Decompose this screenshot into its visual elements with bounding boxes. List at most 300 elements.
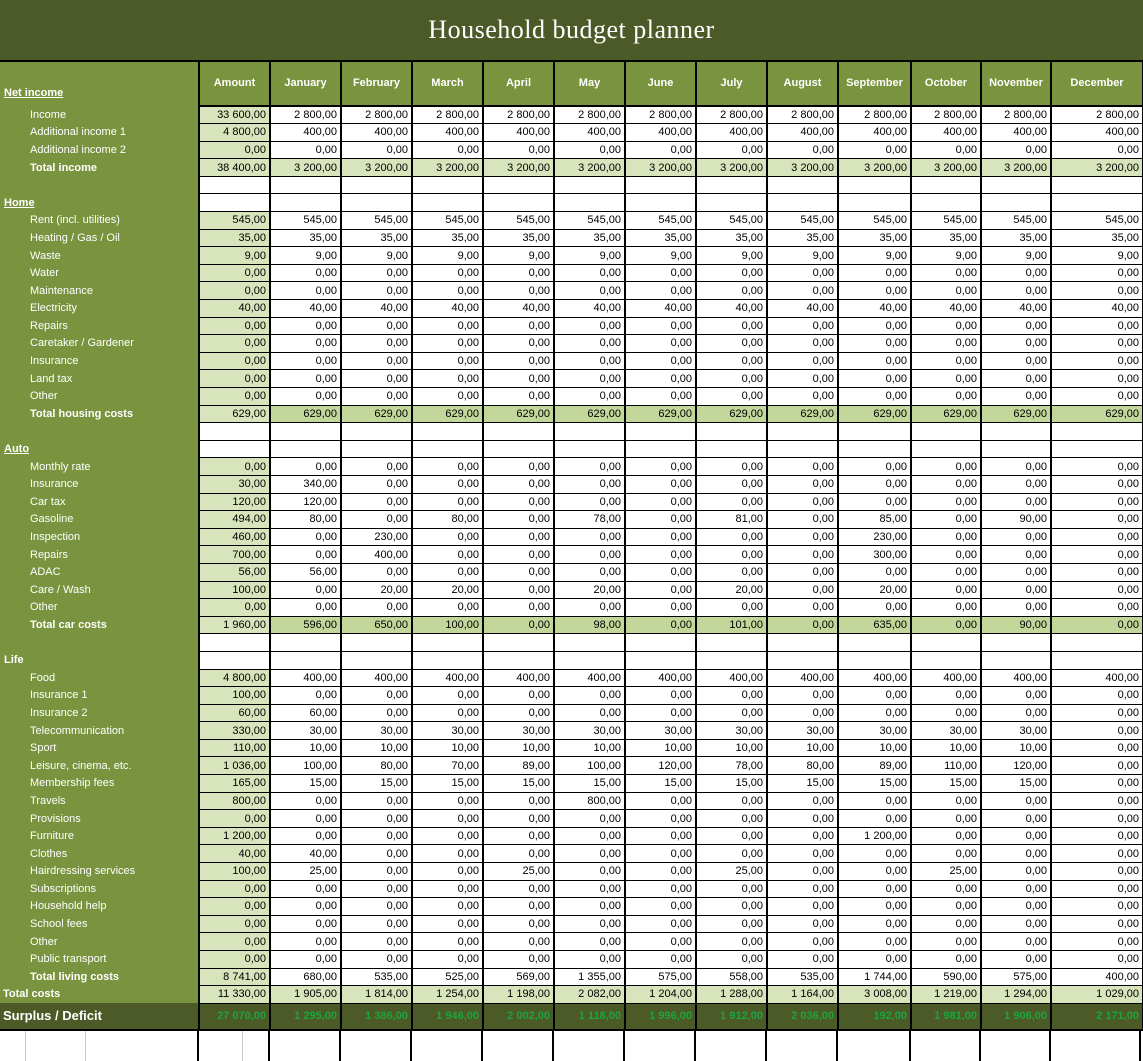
- cell-total-costs-june[interactable]: 1 204,00: [625, 986, 696, 1004]
- column-header-august[interactable]: August: [767, 62, 838, 106]
- column-header-march[interactable]: March: [412, 62, 483, 106]
- cell-water-december[interactable]: 0,00: [1051, 264, 1143, 282]
- cell-insurance-1-may[interactable]: 0,00: [554, 687, 625, 705]
- cell-caretaker-gardener-december[interactable]: 0,00: [1051, 335, 1143, 353]
- cell-repairs-april[interactable]: 0,00: [483, 317, 554, 335]
- cell-rent-incl-utilities-december[interactable]: 545,00: [1051, 212, 1143, 230]
- cell-insurance-february[interactable]: 0,00: [341, 352, 412, 370]
- cell-provisions-july[interactable]: 0,00: [696, 810, 767, 828]
- cell-furniture-july[interactable]: 0,00: [696, 827, 767, 845]
- cell-car-tax-june[interactable]: 0,00: [625, 493, 696, 511]
- cell-other-november[interactable]: 0,00: [981, 388, 1051, 406]
- cell-public-transport-may[interactable]: 0,00: [554, 951, 625, 969]
- cell-membership-fees-april[interactable]: 15,00: [483, 775, 554, 793]
- cell-car-tax-april[interactable]: 0,00: [483, 493, 554, 511]
- cell-electricity-december[interactable]: 40,00: [1051, 300, 1143, 318]
- cell-sport-amount[interactable]: 110,00: [199, 739, 270, 757]
- cell-life-july[interactable]: [696, 651, 767, 669]
- cell-home-february[interactable]: [341, 194, 412, 212]
- cell-leisure-cinema-etc-may[interactable]: 100,00: [554, 757, 625, 775]
- cell-blank-june[interactable]: [625, 634, 696, 652]
- cell-water-may[interactable]: 0,00: [554, 264, 625, 282]
- cell-surplus-deficit-amount[interactable]: 27 070,00: [199, 1003, 270, 1030]
- cell-repairs-july[interactable]: 0,00: [696, 317, 767, 335]
- cell-total-living-costs-april[interactable]: 569,00: [483, 968, 554, 986]
- cell-travels-june[interactable]: 0,00: [625, 792, 696, 810]
- cell-public-transport-june[interactable]: 0,00: [625, 951, 696, 969]
- cell-additional-income-1-august[interactable]: 400,00: [767, 124, 838, 142]
- cell-food-october[interactable]: 400,00: [911, 669, 981, 687]
- cell-adac-december[interactable]: 0,00: [1051, 563, 1143, 581]
- cell-telecommunication-april[interactable]: 30,00: [483, 722, 554, 740]
- cell-provisions-march[interactable]: 0,00: [412, 810, 483, 828]
- cell-repairs-december[interactable]: 0,00: [1051, 317, 1143, 335]
- cell-gasoline-july[interactable]: 81,00: [696, 511, 767, 529]
- cell-repairs-march[interactable]: 0,00: [412, 546, 483, 564]
- cell-food-november[interactable]: 400,00: [981, 669, 1051, 687]
- cell-additional-income-1-december[interactable]: 400,00: [1051, 124, 1143, 142]
- cell-provisions-february[interactable]: 0,00: [341, 810, 412, 828]
- cell-household-help-june[interactable]: 0,00: [625, 898, 696, 916]
- cell-clothes-amount[interactable]: 40,00: [199, 845, 270, 863]
- cell-repairs-july[interactable]: 0,00: [696, 546, 767, 564]
- cell-water-january[interactable]: 0,00: [270, 264, 341, 282]
- cell-hairdressing-services-march[interactable]: 0,00: [412, 863, 483, 881]
- cell-heating-gas-oil-amount[interactable]: 35,00: [199, 229, 270, 247]
- cell-land-tax-april[interactable]: 0,00: [483, 370, 554, 388]
- column-header-september[interactable]: September: [838, 62, 911, 106]
- row-label-insurance[interactable]: [0, 352, 199, 370]
- cell-land-tax-june[interactable]: 0,00: [625, 370, 696, 388]
- cell-care-wash-june[interactable]: 0,00: [625, 581, 696, 599]
- cell-income-june[interactable]: 2 800,00: [625, 106, 696, 124]
- cell-adac-september[interactable]: 0,00: [838, 563, 911, 581]
- cell-monthly-rate-august[interactable]: 0,00: [767, 458, 838, 476]
- corner-section-label-net-income[interactable]: [0, 62, 199, 106]
- cell-provisions-june[interactable]: 0,00: [625, 810, 696, 828]
- cell-hairdressing-services-june[interactable]: 0,00: [625, 863, 696, 881]
- cell-other-july[interactable]: 0,00: [696, 933, 767, 951]
- cell-total-car-costs-may[interactable]: 98,00: [554, 616, 625, 634]
- cell-rent-incl-utilities-march[interactable]: 545,00: [412, 212, 483, 230]
- cell-land-tax-amount[interactable]: 0,00: [199, 370, 270, 388]
- cell-maintenance-march[interactable]: 0,00: [412, 282, 483, 300]
- cell-membership-fees-september[interactable]: 15,00: [838, 775, 911, 793]
- cell-home-january[interactable]: [270, 194, 341, 212]
- cell-waste-july[interactable]: 9,00: [696, 247, 767, 265]
- cell-gasoline-january[interactable]: 80,00: [270, 511, 341, 529]
- cell-insurance-october[interactable]: 0,00: [911, 352, 981, 370]
- cell-other-june[interactable]: 0,00: [625, 599, 696, 617]
- cell-car-tax-may[interactable]: 0,00: [554, 493, 625, 511]
- cell-telecommunication-january[interactable]: 30,00: [270, 722, 341, 740]
- cell-insurance-1-august[interactable]: 0,00: [767, 687, 838, 705]
- cell-school-fees-september[interactable]: 0,00: [838, 915, 911, 933]
- cell-blank-september[interactable]: [838, 423, 911, 441]
- cell-school-fees-july[interactable]: 0,00: [696, 915, 767, 933]
- cell-rent-incl-utilities-september[interactable]: 545,00: [838, 212, 911, 230]
- cell-other-december[interactable]: 0,00: [1051, 599, 1143, 617]
- cell-public-transport-july[interactable]: 0,00: [696, 951, 767, 969]
- cell-waste-may[interactable]: 9,00: [554, 247, 625, 265]
- cell-total-costs-july[interactable]: 1 288,00: [696, 986, 767, 1004]
- cell-other-december[interactable]: 0,00: [1051, 933, 1143, 951]
- cell-auto-amount[interactable]: [199, 440, 270, 458]
- cell-clothes-may[interactable]: 0,00: [554, 845, 625, 863]
- cell-income-november[interactable]: 2 800,00: [981, 106, 1051, 124]
- cell-travels-amount[interactable]: 800,00: [199, 792, 270, 810]
- column-header-november[interactable]: November: [981, 62, 1051, 106]
- cell-hairdressing-services-november[interactable]: 0,00: [981, 863, 1051, 881]
- cell-membership-fees-march[interactable]: 15,00: [412, 775, 483, 793]
- cell-furniture-december[interactable]: 0,00: [1051, 827, 1143, 845]
- cell-total-income-december[interactable]: 3 200,00: [1051, 159, 1143, 177]
- cell-total-living-costs-february[interactable]: 535,00: [341, 968, 412, 986]
- cell-subscriptions-july[interactable]: 0,00: [696, 880, 767, 898]
- cell-surplus-deficit-april[interactable]: 2 002,00: [483, 1003, 554, 1030]
- cell-food-april[interactable]: 400,00: [483, 669, 554, 687]
- cell-maintenance-september[interactable]: 0,00: [838, 282, 911, 300]
- cell-inspection-august[interactable]: 0,00: [767, 528, 838, 546]
- cell-adac-february[interactable]: 0,00: [341, 563, 412, 581]
- cell-subscriptions-january[interactable]: 0,00: [270, 880, 341, 898]
- cell-additional-income-1-january[interactable]: 400,00: [270, 124, 341, 142]
- cell-maintenance-november[interactable]: 0,00: [981, 282, 1051, 300]
- cell-repairs-august[interactable]: 0,00: [767, 546, 838, 564]
- cell-income-december[interactable]: 2 800,00: [1051, 106, 1143, 124]
- cell-income-january[interactable]: 2 800,00: [270, 106, 341, 124]
- cell-additional-income-2-may[interactable]: 0,00: [554, 141, 625, 159]
- cell-insurance-2-january[interactable]: 60,00: [270, 704, 341, 722]
- cell-home-june[interactable]: [625, 194, 696, 212]
- cell-life-december[interactable]: [1051, 651, 1143, 669]
- cell-membership-fees-october[interactable]: 15,00: [911, 775, 981, 793]
- row-label-public-transport[interactable]: [0, 951, 199, 969]
- cell-travels-july[interactable]: 0,00: [696, 792, 767, 810]
- cell-furniture-march[interactable]: 0,00: [412, 827, 483, 845]
- cell-insurance-november[interactable]: 0,00: [981, 475, 1051, 493]
- cell-telecommunication-november[interactable]: 30,00: [981, 722, 1051, 740]
- cell-home-december[interactable]: [1051, 194, 1143, 212]
- cell-leisure-cinema-etc-august[interactable]: 80,00: [767, 757, 838, 775]
- column-header-january[interactable]: January: [270, 62, 341, 106]
- cell-insurance-january[interactable]: 340,00: [270, 475, 341, 493]
- cell-total-housing-costs-october[interactable]: 629,00: [911, 405, 981, 423]
- cell-sport-february[interactable]: 10,00: [341, 739, 412, 757]
- cell-furniture-november[interactable]: 0,00: [981, 827, 1051, 845]
- cell-insurance-2-june[interactable]: 0,00: [625, 704, 696, 722]
- cell-additional-income-1-november[interactable]: 400,00: [981, 124, 1051, 142]
- cell-subscriptions-november[interactable]: 0,00: [981, 880, 1051, 898]
- cell-surplus-deficit-june[interactable]: 1 996,00: [625, 1003, 696, 1030]
- cell-public-transport-january[interactable]: 0,00: [270, 951, 341, 969]
- cell-home-may[interactable]: [554, 194, 625, 212]
- cell-food-january[interactable]: 400,00: [270, 669, 341, 687]
- cell-repairs-september[interactable]: 300,00: [838, 546, 911, 564]
- cell-insurance-1-november[interactable]: 0,00: [981, 687, 1051, 705]
- cell-other-june[interactable]: 0,00: [625, 388, 696, 406]
- cell-furniture-june[interactable]: 0,00: [625, 827, 696, 845]
- cell-school-fees-april[interactable]: 0,00: [483, 915, 554, 933]
- cell-insurance-1-january[interactable]: 0,00: [270, 687, 341, 705]
- cell-monthly-rate-february[interactable]: 0,00: [341, 458, 412, 476]
- row-label-surplus-deficit[interactable]: Surplus / Deficit: [0, 1003, 199, 1030]
- cell-total-costs-october[interactable]: 1 219,00: [911, 986, 981, 1004]
- cell-insurance-1-amount[interactable]: 100,00: [199, 687, 270, 705]
- row-label-auto[interactable]: [0, 440, 199, 458]
- cell-income-september[interactable]: 2 800,00: [838, 106, 911, 124]
- cell-life-september[interactable]: [838, 651, 911, 669]
- cell-furniture-august[interactable]: 0,00: [767, 827, 838, 845]
- cell-household-help-amount[interactable]: 0,00: [199, 898, 270, 916]
- cell-other-march[interactable]: 0,00: [412, 388, 483, 406]
- column-header-july[interactable]: July: [696, 62, 767, 106]
- cell-water-june[interactable]: 0,00: [625, 264, 696, 282]
- cell-water-september[interactable]: 0,00: [838, 264, 911, 282]
- cell-blank-june[interactable]: [625, 423, 696, 441]
- cell-care-wash-november[interactable]: 0,00: [981, 581, 1051, 599]
- cell-additional-income-2-november[interactable]: 0,00: [981, 141, 1051, 159]
- cell-travels-october[interactable]: 0,00: [911, 792, 981, 810]
- cell-food-may[interactable]: 400,00: [554, 669, 625, 687]
- column-header-february[interactable]: February: [341, 62, 412, 106]
- cell-heating-gas-oil-may[interactable]: 35,00: [554, 229, 625, 247]
- cell-inspection-april[interactable]: 0,00: [483, 528, 554, 546]
- cell-additional-income-2-september[interactable]: 0,00: [838, 141, 911, 159]
- cell-other-april[interactable]: 0,00: [483, 933, 554, 951]
- cell-blank-july[interactable]: [696, 423, 767, 441]
- cell-subscriptions-february[interactable]: 0,00: [341, 880, 412, 898]
- cell-telecommunication-september[interactable]: 30,00: [838, 722, 911, 740]
- cell-gasoline-october[interactable]: 0,00: [911, 511, 981, 529]
- cell-life-june[interactable]: [625, 651, 696, 669]
- cell-insurance-amount[interactable]: 30,00: [199, 475, 270, 493]
- cell-water-march[interactable]: 0,00: [412, 264, 483, 282]
- cell-total-living-costs-december[interactable]: 400,00: [1051, 968, 1143, 986]
- cell-provisions-november[interactable]: 0,00: [981, 810, 1051, 828]
- cell-additional-income-2-january[interactable]: 0,00: [270, 141, 341, 159]
- cell-insurance-december[interactable]: 0,00: [1051, 352, 1143, 370]
- cell-car-tax-march[interactable]: 0,00: [412, 493, 483, 511]
- cell-blank-february[interactable]: [341, 634, 412, 652]
- cell-travels-february[interactable]: 0,00: [341, 792, 412, 810]
- cell-food-december[interactable]: 400,00: [1051, 669, 1143, 687]
- row-label-subscriptions[interactable]: [0, 880, 199, 898]
- row-label-blank[interactable]: [0, 176, 199, 194]
- cell-blank-april[interactable]: [483, 634, 554, 652]
- cell-water-february[interactable]: 0,00: [341, 264, 412, 282]
- cell-insurance-1-april[interactable]: 0,00: [483, 687, 554, 705]
- cell-hairdressing-services-may[interactable]: 0,00: [554, 863, 625, 881]
- cell-total-living-costs-july[interactable]: 558,00: [696, 968, 767, 986]
- cell-subscriptions-december[interactable]: 0,00: [1051, 880, 1143, 898]
- cell-insurance-june[interactable]: 0,00: [625, 475, 696, 493]
- cell-caretaker-gardener-july[interactable]: 0,00: [696, 335, 767, 353]
- row-label-other[interactable]: [0, 388, 199, 406]
- cell-food-july[interactable]: 400,00: [696, 669, 767, 687]
- cell-leisure-cinema-etc-december[interactable]: 0,00: [1051, 757, 1143, 775]
- cell-inspection-november[interactable]: 0,00: [981, 528, 1051, 546]
- cell-provisions-may[interactable]: 0,00: [554, 810, 625, 828]
- cell-travels-march[interactable]: 0,00: [412, 792, 483, 810]
- cell-school-fees-november[interactable]: 0,00: [981, 915, 1051, 933]
- cell-adac-amount[interactable]: 56,00: [199, 563, 270, 581]
- cell-travels-december[interactable]: 0,00: [1051, 792, 1143, 810]
- cell-life-february[interactable]: [341, 651, 412, 669]
- cell-rent-incl-utilities-may[interactable]: 545,00: [554, 212, 625, 230]
- row-label-travels[interactable]: [0, 792, 199, 810]
- cell-insurance-1-october[interactable]: 0,00: [911, 687, 981, 705]
- cell-monthly-rate-march[interactable]: 0,00: [412, 458, 483, 476]
- cell-electricity-september[interactable]: 40,00: [838, 300, 911, 318]
- cell-insurance-september[interactable]: 0,00: [838, 475, 911, 493]
- cell-clothes-november[interactable]: 0,00: [981, 845, 1051, 863]
- cell-other-amount[interactable]: 0,00: [199, 933, 270, 951]
- cell-total-car-costs-february[interactable]: 650,00: [341, 616, 412, 634]
- row-label-income[interactable]: [0, 106, 199, 124]
- cell-household-help-november[interactable]: 0,00: [981, 898, 1051, 916]
- cell-adac-october[interactable]: 0,00: [911, 563, 981, 581]
- cell-leisure-cinema-etc-february[interactable]: 80,00: [341, 757, 412, 775]
- row-label-water[interactable]: [0, 264, 199, 282]
- cell-total-housing-costs-december[interactable]: 629,00: [1051, 405, 1143, 423]
- cell-subscriptions-amount[interactable]: 0,00: [199, 880, 270, 898]
- column-header-may[interactable]: May: [554, 62, 625, 106]
- cell-monthly-rate-amount[interactable]: 0,00: [199, 458, 270, 476]
- cell-public-transport-march[interactable]: 0,00: [412, 951, 483, 969]
- cell-gasoline-amount[interactable]: 494,00: [199, 511, 270, 529]
- cell-total-living-costs-january[interactable]: 680,00: [270, 968, 341, 986]
- cell-water-amount[interactable]: 0,00: [199, 264, 270, 282]
- cell-inspection-june[interactable]: 0,00: [625, 528, 696, 546]
- cell-blank-may[interactable]: [554, 634, 625, 652]
- cell-blank-april[interactable]: [483, 423, 554, 441]
- cell-furniture-january[interactable]: 0,00: [270, 827, 341, 845]
- cell-car-tax-december[interactable]: 0,00: [1051, 493, 1143, 511]
- cell-additional-income-1-july[interactable]: 400,00: [696, 124, 767, 142]
- cell-land-tax-december[interactable]: 0,00: [1051, 370, 1143, 388]
- cell-membership-fees-november[interactable]: 15,00: [981, 775, 1051, 793]
- cell-maintenance-october[interactable]: 0,00: [911, 282, 981, 300]
- row-label-gasoline[interactable]: [0, 511, 199, 529]
- cell-heating-gas-oil-november[interactable]: 35,00: [981, 229, 1051, 247]
- row-label-repairs[interactable]: [0, 317, 199, 335]
- row-label-membership-fees[interactable]: [0, 775, 199, 793]
- cell-additional-income-1-march[interactable]: 400,00: [412, 124, 483, 142]
- cell-clothes-august[interactable]: 0,00: [767, 845, 838, 863]
- cell-insurance-1-march[interactable]: 0,00: [412, 687, 483, 705]
- cell-electricity-october[interactable]: 40,00: [911, 300, 981, 318]
- cell-monthly-rate-july[interactable]: 0,00: [696, 458, 767, 476]
- cell-repairs-august[interactable]: 0,00: [767, 317, 838, 335]
- cell-inspection-july[interactable]: 0,00: [696, 528, 767, 546]
- cell-surplus-deficit-february[interactable]: 1 386,00: [341, 1003, 412, 1030]
- cell-maintenance-july[interactable]: 0,00: [696, 282, 767, 300]
- cell-public-transport-amount[interactable]: 0,00: [199, 951, 270, 969]
- cell-auto-december[interactable]: [1051, 440, 1143, 458]
- cell-total-costs-february[interactable]: 1 814,00: [341, 986, 412, 1004]
- cell-caretaker-gardener-october[interactable]: 0,00: [911, 335, 981, 353]
- cell-total-living-costs-june[interactable]: 575,00: [625, 968, 696, 986]
- cell-blank-august[interactable]: [767, 176, 838, 194]
- cell-home-amount[interactable]: [199, 194, 270, 212]
- cell-other-january[interactable]: 0,00: [270, 388, 341, 406]
- cell-sport-may[interactable]: 10,00: [554, 739, 625, 757]
- cell-electricity-august[interactable]: 40,00: [767, 300, 838, 318]
- cell-clothes-june[interactable]: 0,00: [625, 845, 696, 863]
- cell-gasoline-february[interactable]: 0,00: [341, 511, 412, 529]
- cell-surplus-deficit-december[interactable]: 2 171,00: [1051, 1003, 1143, 1030]
- row-label-maintenance[interactable]: [0, 282, 199, 300]
- cell-heating-gas-oil-january[interactable]: 35,00: [270, 229, 341, 247]
- cell-life-october[interactable]: [911, 651, 981, 669]
- cell-surplus-deficit-march[interactable]: 1 946,00: [412, 1003, 483, 1030]
- cell-additional-income-2-june[interactable]: 0,00: [625, 141, 696, 159]
- cell-maintenance-april[interactable]: 0,00: [483, 282, 554, 300]
- cell-insurance-1-december[interactable]: 0,00: [1051, 687, 1143, 705]
- cell-other-july[interactable]: 0,00: [696, 388, 767, 406]
- cell-additional-income-1-april[interactable]: 400,00: [483, 124, 554, 142]
- cell-maintenance-february[interactable]: 0,00: [341, 282, 412, 300]
- cell-insurance-august[interactable]: 0,00: [767, 352, 838, 370]
- cell-insurance-1-february[interactable]: 0,00: [341, 687, 412, 705]
- cell-total-income-july[interactable]: 3 200,00: [696, 159, 767, 177]
- row-label-total-income[interactable]: [0, 159, 199, 177]
- cell-school-fees-august[interactable]: 0,00: [767, 915, 838, 933]
- cell-gasoline-march[interactable]: 80,00: [412, 511, 483, 529]
- cell-car-tax-september[interactable]: 0,00: [838, 493, 911, 511]
- cell-other-amount[interactable]: 0,00: [199, 388, 270, 406]
- cell-leisure-cinema-etc-july[interactable]: 78,00: [696, 757, 767, 775]
- cell-other-may[interactable]: 0,00: [554, 388, 625, 406]
- cell-food-august[interactable]: 400,00: [767, 669, 838, 687]
- cell-household-help-september[interactable]: 0,00: [838, 898, 911, 916]
- cell-blank-january[interactable]: [270, 423, 341, 441]
- cell-life-january[interactable]: [270, 651, 341, 669]
- cell-clothes-september[interactable]: 0,00: [838, 845, 911, 863]
- cell-insurance-2-december[interactable]: 0,00: [1051, 704, 1143, 722]
- cell-repairs-october[interactable]: 0,00: [911, 317, 981, 335]
- cell-other-august[interactable]: 0,00: [767, 599, 838, 617]
- cell-blank-march[interactable]: [412, 176, 483, 194]
- cell-total-car-costs-december[interactable]: 0,00: [1051, 616, 1143, 634]
- cell-sport-september[interactable]: 10,00: [838, 739, 911, 757]
- cell-blank-september[interactable]: [838, 634, 911, 652]
- row-label-other[interactable]: [0, 933, 199, 951]
- cell-waste-february[interactable]: 9,00: [341, 247, 412, 265]
- cell-insurance-june[interactable]: 0,00: [625, 352, 696, 370]
- column-header-april[interactable]: April: [483, 62, 554, 106]
- cell-blank-amount[interactable]: [199, 423, 270, 441]
- cell-blank-august[interactable]: [767, 634, 838, 652]
- cell-total-car-costs-january[interactable]: 596,00: [270, 616, 341, 634]
- row-label-repairs[interactable]: [0, 546, 199, 564]
- cell-sport-august[interactable]: 10,00: [767, 739, 838, 757]
- cell-leisure-cinema-etc-january[interactable]: 100,00: [270, 757, 341, 775]
- cell-repairs-may[interactable]: 0,00: [554, 317, 625, 335]
- cell-caretaker-gardener-february[interactable]: 0,00: [341, 335, 412, 353]
- row-label-total-costs[interactable]: [0, 986, 199, 1004]
- cell-total-costs-december[interactable]: 1 029,00: [1051, 986, 1143, 1004]
- cell-sport-april[interactable]: 10,00: [483, 739, 554, 757]
- cell-inspection-december[interactable]: 0,00: [1051, 528, 1143, 546]
- cell-waste-april[interactable]: 9,00: [483, 247, 554, 265]
- cell-total-costs-amount[interactable]: 11 330,00: [199, 986, 270, 1004]
- cell-other-january[interactable]: 0,00: [270, 933, 341, 951]
- cell-electricity-july[interactable]: 40,00: [696, 300, 767, 318]
- cell-hairdressing-services-february[interactable]: 0,00: [341, 863, 412, 881]
- cell-furniture-amount[interactable]: 1 200,00: [199, 827, 270, 845]
